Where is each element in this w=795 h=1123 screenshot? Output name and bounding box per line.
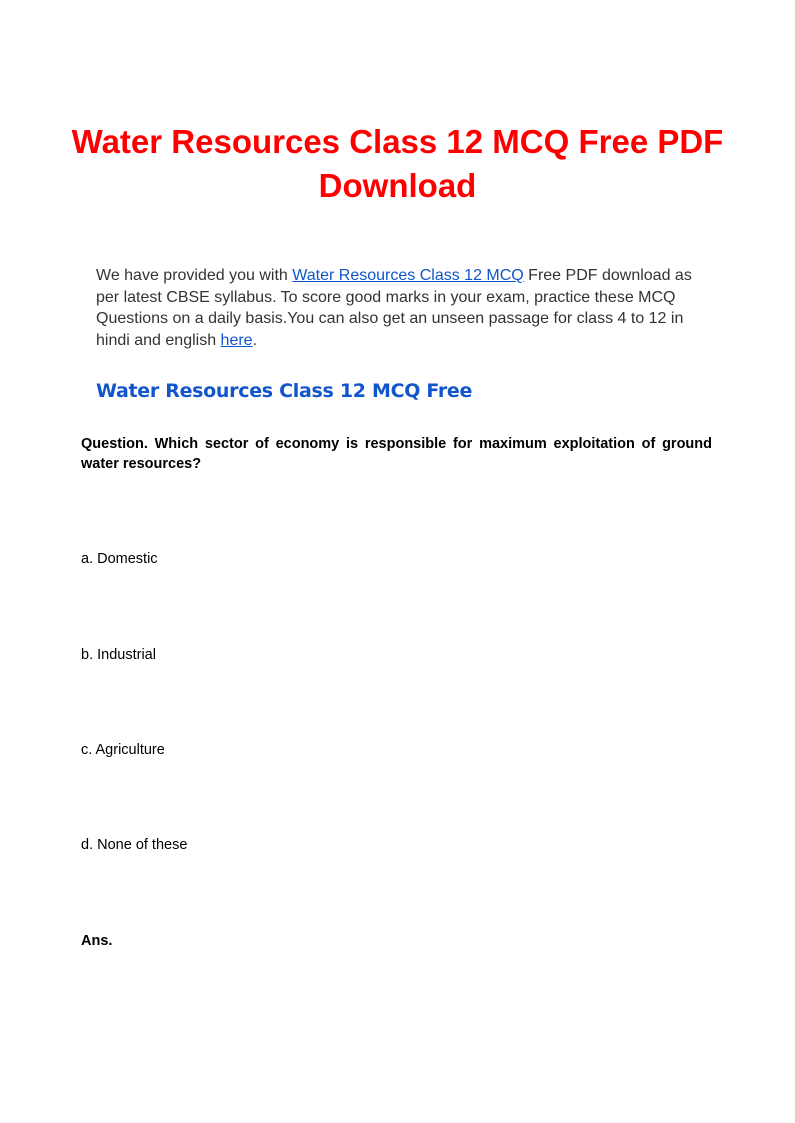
unseen-passage-link[interactable]: here — [220, 331, 253, 349]
option-b: b. Industrial — [81, 647, 156, 663]
question-text: Question. Which sector of economy is responsible for maximum exploitation of ground water resources? — [81, 436, 712, 472]
intro-text-end: . — [252, 331, 258, 349]
option-a: a. Domestic — [81, 551, 158, 567]
intro-text-start: We have provided you with — [96, 267, 293, 284]
intro-text-middle: Free PDF download as per latest CBSE syllabus. To score good marks in your exam, practice these MCQ Questions on a daily basis.You can also get an unseen passage for class 4 to 12 in hindi and english — [96, 267, 692, 349]
section-heading: Water Resources Class 12 MCQ Free — [96, 380, 473, 402]
mcq-pdf-link[interactable]: Water Resources Class 12 MCQ — [292, 267, 524, 284]
intro-paragraph — [96, 265, 716, 351]
page-title: Water Resources Class 12 MCQ Free PDF Download — [71, 123, 724, 204]
option-d: d. None of these — [81, 837, 188, 853]
answer-label: Ans. — [81, 933, 113, 949]
option-c: c. Agriculture — [81, 742, 165, 758]
